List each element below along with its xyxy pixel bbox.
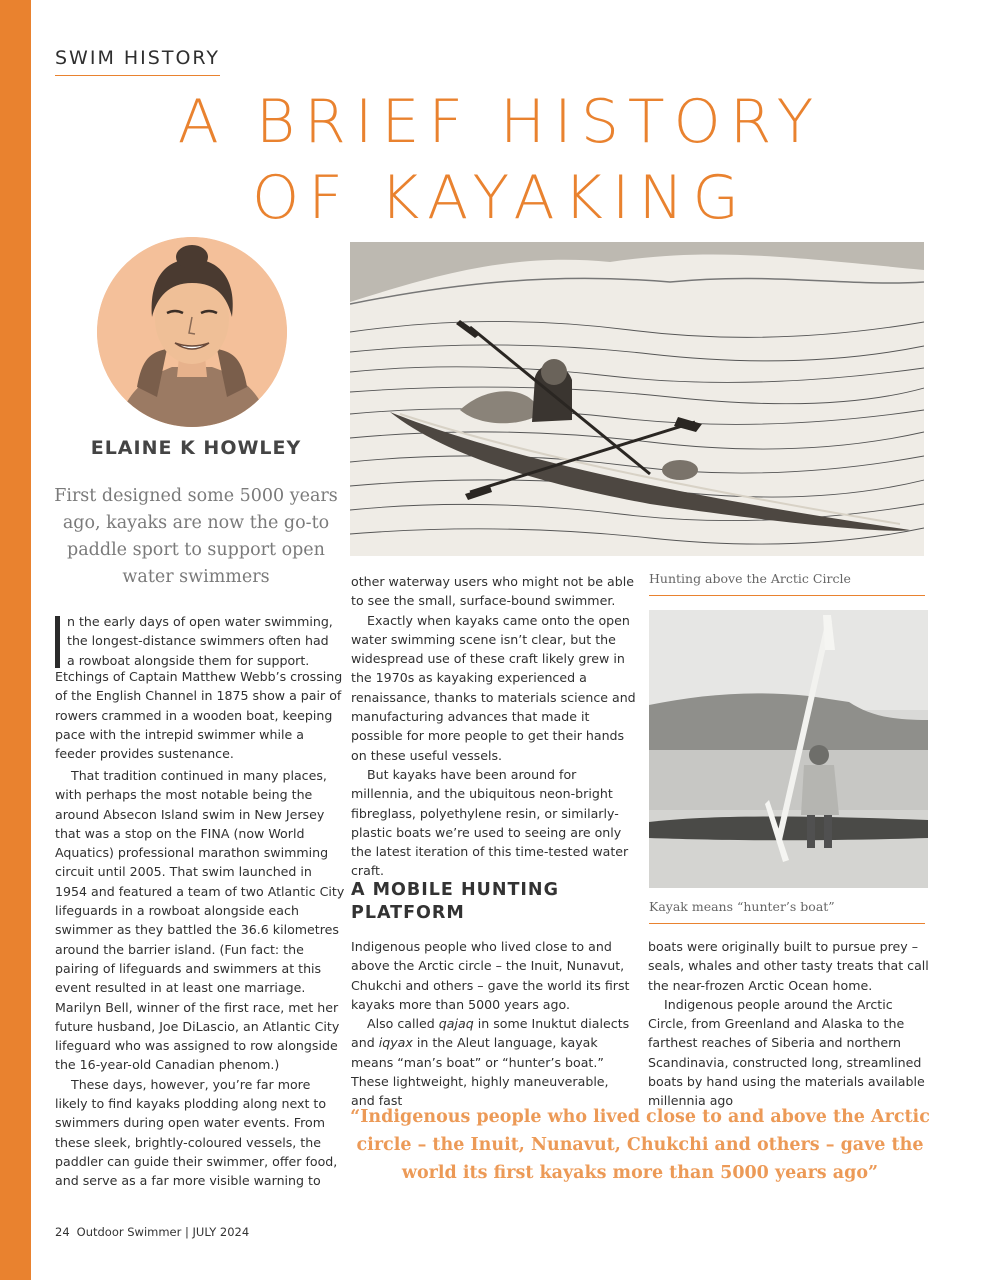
- headline-line-2: OF KAYAKING: [252, 163, 748, 233]
- photo-caption: Kayak means “hunter’s boat”: [649, 899, 925, 924]
- inuit-hunter-photo: [649, 610, 928, 888]
- standfirst: First designed some 5000 years ago, kayaks are now the go-to paddle sport to support open water swimmers: [54, 486, 338, 587]
- engraving-caption: Hunting above the Arctic Circle: [649, 571, 925, 596]
- body-column-3: [648, 937, 933, 1111]
- body-paragraph: n the early days of open water swimming, the longest-distance swimmers often had a rowboat alongside them for support.: [67, 614, 333, 668]
- body-column-2: [351, 572, 636, 881]
- body-paragraph: Etchings of Captain Matthew Webb’s crossing of the English Channel in 1875 show a pair of rowers crammed in a wooden boat, keeping pace with the intrepid swimmer while a feeder provides sustenance.: [55, 669, 343, 762]
- author-name: ELAINE K HOWLEY: [90, 437, 302, 459]
- pull-quote: “Indigenous people who lived close to and above the Arctic circle – the Inuit, Nunavut, Chukchi and others – gave the world its first kayaks more than 5000 years ago”: [350, 1107, 930, 1183]
- page-footer: [55, 1225, 249, 1239]
- body-paragraph: That tradition continued in many places, with perhaps the most notable being the around Absecon Island swim in New Jersey that was a stop on the FINA (now World Aquatics) professional marathon swimming circuit until 2005. That swim launched in 1954 and featured a team of two Atlantic City lifeguards in a rowboat alongside each swimmer as they battled the 36.6 kilometres around the barrier island. (Fun fact: the pairing of lifeguards and swimmers at this event resulted in at least one marriage. Marilyn Bell, winner of the first race, met her future husband, Joe DiLascio, an Atlantic City lifeguard who was assigned to row alongside the 16-year-old Canadian phenom.): [55, 768, 345, 1073]
- body-column-2-continued: [351, 937, 636, 1111]
- headline-line-1: A BRIEF HISTORY: [177, 87, 823, 157]
- body-column-1-intro: [55, 612, 335, 670]
- term-iqyax: iqyax: [378, 1035, 413, 1051]
- page-number: 24: [55, 1225, 70, 1239]
- body-paragraph: But kayaks have been around for millennia, and the ubiquitous neon-bright fibreglass, polyethylene resin, or similarly-plastic boats we’re used to seeing are only the latest iteration of this time-tested water craft.: [351, 766, 629, 879]
- body-paragraph: Indigenous people who lived close to and above the Arctic circle – the Inuit, Nunavut, Chukchi and others – gave the world its first kayaks more than 5000 years ago.: [351, 939, 630, 1012]
- term-qajaq: qajaq: [438, 1016, 474, 1032]
- body-paragraph: boats were originally built to pursue prey – seals, whales and other tasty treats that call the near-frozen Arctic Ocean home.: [648, 939, 929, 993]
- author-portrait: [97, 237, 287, 427]
- kayak-hunter-engraving: [350, 242, 924, 556]
- body-paragraph: Exactly when kayaks came onto the open water swimming scene isn’t clear, but the widespread use of these craft likely grew in the 1970s as kayaking experienced a renaissance, thanks to materials science and manufacturing advances that made it possible for more people to get their hands on these useful vessels.: [351, 612, 636, 763]
- subheading: A MOBILE HUNTING PLATFORM: [351, 880, 559, 923]
- body-paragraph: other waterway users who might not be able to see the small, surface-bound swimmer.: [351, 574, 634, 609]
- body-paragraph: These days, however, you’re far more likely to find kayaks plodding along next to swimmers during open water events. From these sleek, brightly-coloured vessels, the paddler can guide their swimmer, offer food, and serve as a far more visible warning to: [55, 1076, 338, 1189]
- section-label: SWIM HISTORY: [55, 47, 220, 76]
- body-paragraph: Also called qajaq in some Inuktut dialects and iqyax in the Aleut language, kayak means “man’s boat” or “hunter’s boat.” These lightweight, highly maneuverable, and fast: [351, 1016, 630, 1109]
- drop-cap-i: [55, 616, 60, 668]
- body-column-1: [55, 669, 345, 1191]
- body-paragraph: Indigenous people around the Arctic Circle, from Greenland and Alaska to the farthest reaches of Siberia and northern Scandinavia, constructed long, streamlined boats by hand using the materials available millennia ago: [648, 996, 925, 1109]
- publication-issue: Outdoor Swimmer | JULY 2024: [76, 1225, 250, 1239]
- accent-sidebar-bar: [0, 0, 31, 1280]
